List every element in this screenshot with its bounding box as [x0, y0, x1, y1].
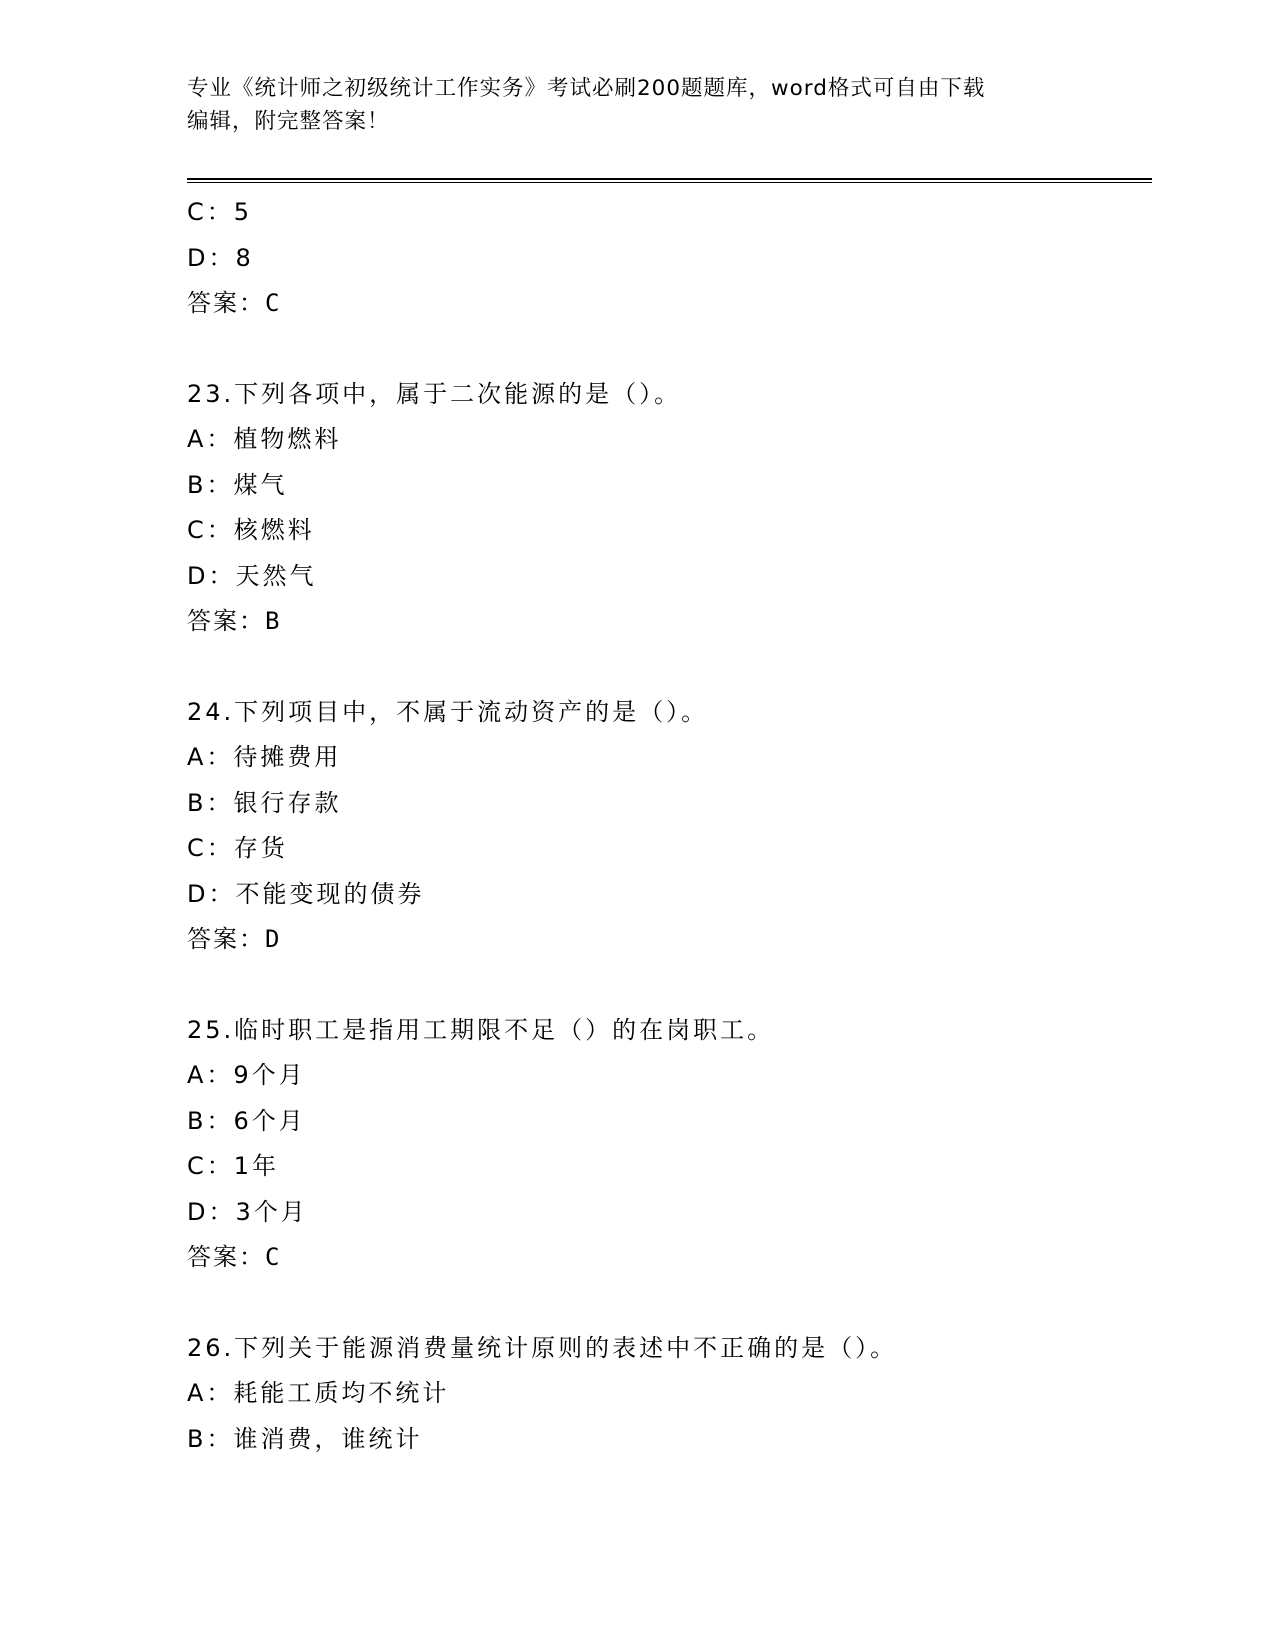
answer-value: C — [265, 289, 282, 317]
header-line-2: 编辑，附完整答案！ — [187, 109, 390, 134]
option-c: C：核燃料 — [187, 516, 315, 544]
option-d: D：天然气 — [187, 561, 317, 590]
question-stem: 26.下列关于能源消费量统计原则的表述中不正确的是（）。 — [187, 1333, 898, 1362]
question-26 — [187, 1326, 1147, 1463]
answer-label: 答案： — [187, 289, 265, 317]
answer-label: 答案： — [187, 925, 265, 953]
header-divider-thin — [187, 182, 1152, 183]
answer-line — [187, 1235, 1147, 1281]
question-25 — [187, 1008, 1147, 1281]
header-divider-thick — [187, 178, 1152, 180]
answer-line — [187, 281, 1147, 327]
question-list — [187, 190, 1147, 1462]
answer-value: C — [265, 1243, 282, 1271]
option-b: B：煤气 — [187, 470, 288, 499]
header-line-1: 专业《统计师之初级统计工作实务》考试必刷200题题库，word格式可自由下载 — [187, 76, 986, 101]
question-22-tail — [187, 190, 1147, 327]
option-b: B：谁消费，谁统计 — [187, 1424, 423, 1453]
question-stem: 23.下列各项中，属于二次能源的是（）。 — [187, 379, 682, 408]
question-23 — [187, 372, 1147, 645]
option-d: D：8 — [187, 243, 254, 272]
option-d: D：不能变现的债券 — [187, 879, 425, 908]
answer-value: D — [265, 925, 282, 953]
option-d: D：3个月 — [187, 1197, 308, 1226]
option-a: A：待摊费用 — [187, 743, 342, 771]
answer-label: 答案： — [187, 1243, 265, 1271]
answer-line — [187, 917, 1147, 963]
option-b: B：银行存款 — [187, 788, 342, 817]
option-a: A：9个月 — [187, 1061, 306, 1089]
answer-label: 答案： — [187, 607, 265, 635]
question-24 — [187, 690, 1147, 963]
option-c: C：5 — [187, 198, 253, 226]
answer-value: B — [265, 607, 282, 635]
question-stem: 25.临时职工是指用工期限不足（）的在岗职工。 — [187, 1015, 775, 1044]
option-c: C：存货 — [187, 834, 288, 862]
document-header — [187, 72, 1087, 138]
option-c: C：1年 — [187, 1152, 280, 1180]
answer-line — [187, 599, 1147, 645]
question-stem: 24.下列项目中，不属于流动资产的是（）。 — [187, 697, 709, 726]
option-a: A：植物燃料 — [187, 425, 342, 453]
option-b: B：6个月 — [187, 1106, 306, 1135]
option-a: A：耗能工质均不统计 — [187, 1379, 450, 1407]
